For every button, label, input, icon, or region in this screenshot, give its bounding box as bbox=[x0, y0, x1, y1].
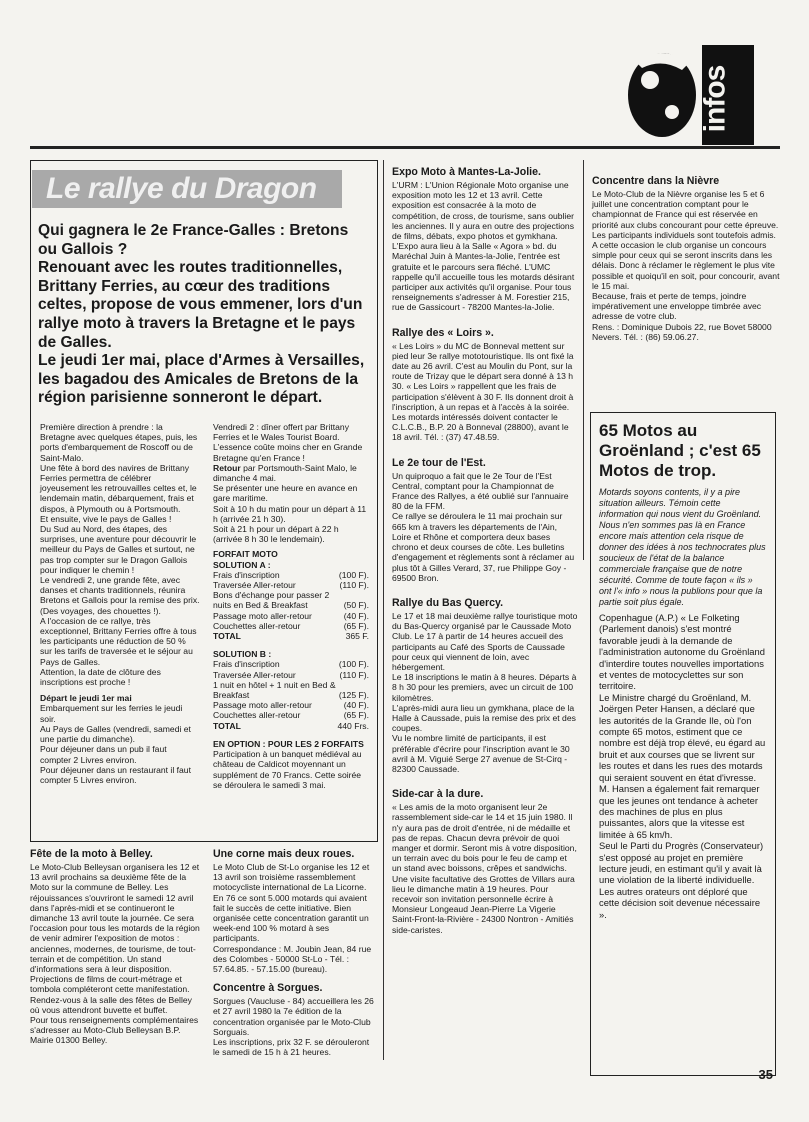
option-text: Participation à un banquet médiéval au château de Caldicot moyennant un supplément de 70 Francs. Cette soirée se déroulera le samedi 3 mai. bbox=[213, 749, 362, 790]
depart-paragraph bbox=[40, 693, 200, 724]
price-value: (50 F). bbox=[343, 600, 369, 611]
article-paragraph: Les inscriptions, prix 32 F. se dérouleront le samedi de 15 h à 21 heures. bbox=[213, 1037, 370, 1058]
dragon-question: Qui gagnera le 2e France-Galles : Bretons ou Gallois ? bbox=[38, 222, 349, 258]
article-paragraph: A cette occasion le club organise un concours simple pour ceux qui se seront inscrits dans les délais. Donc à réclamer le règlement le plus vite possible et quoiqu'il en soit, pour concourir, avant le 15 mai. bbox=[592, 240, 780, 291]
solution-a-table bbox=[213, 570, 369, 641]
retour-label: Retour bbox=[213, 462, 241, 473]
top-rule bbox=[30, 146, 780, 149]
article-paragraph: L'URM : L'Union Régionale Moto organise une exposition moto les 12 et 13 avril. Cette exposition est consacrée à la moto de compétition, de cross, de tourisme, sans oublier les anciennes. Il y aura en outre des projections de films, débats, expo photos et gymkhana. L'Expo aura lieu à la Salle « Agora » bd. du Maréchal Juin à Mantes-la-Jolie, l'entrée est gratuite et le parcours sera fléché. L'UMC rappelle qu'il accueille tous les motards désirant participer aux activités qu'il organise. Pour tous renseignements s'adresser à M. Forestier 215, rue de Gassicourt - 78200 Mantes-la-Jolie. bbox=[392, 180, 575, 313]
article-paragraph: Le Moto-Club de la Nièvre organise les 5 et 6 juillet une concentration comptant pour le championnat de France qui est réservée en priorité aux clubs concourant pour cette épreuve. bbox=[592, 189, 779, 230]
page-number: 35 bbox=[758, 1067, 773, 1082]
total-value: 365 F. bbox=[345, 631, 369, 642]
price-value: (65 F). bbox=[343, 620, 369, 631]
dragon-paragraph: Première direction à prendre : la Bretagne avec quelques étapes, puis, les ports d'embarquement de Roscoff ou de Saint-Malo. bbox=[40, 422, 198, 463]
dragon-paragraph: Vendredi 2 : dîner offert par Brittany Ferries et le Wales Tourist Board. bbox=[213, 422, 349, 443]
price-value: (100 F). bbox=[338, 659, 369, 670]
price-row bbox=[213, 700, 369, 710]
groenland-intro: Motards soyons contents, il y a pire situation ailleurs. Témoin cette information qui nous vient du Groënland. Nous n'en sommes pas là en France encore mais attention cela risque de donner des idées à nos technocrates plus soucieux de l'état de la balance commerciale française que de notre sécurité. Comme de toute façon « ils » ont l'« info » nous la publions pour que la partie soit plus égale. bbox=[599, 487, 766, 607]
dragon-paragraph: Le vendredi 2, une grande fête, avec danses et chants traditionnels, réunira Bretons et Gallois pour la remise des prix. (Des voyages, des chouettes !). bbox=[40, 575, 200, 616]
article-paragraph: Le Moto Club de St-Lo organise les 12 et 13 avril son troisième rassemblement motocycliste international de La Licorne. En 76 ce sont 5.000 motards qui avaient fait le succès de cette initiative. Bien organisée cette concentration garantit un week-end 100 % motard à ses participants. bbox=[213, 862, 370, 944]
article-paragraph: Les participants individuels sont toutefois admis. bbox=[592, 229, 776, 240]
article-title: Le 2e tour de l'Est. bbox=[392, 456, 486, 469]
dragon-paragraph: L'essence coûte moins cher en Grande Bretagne qu'en France ! bbox=[213, 442, 363, 463]
article-title: Fête de la moto à Belley. bbox=[30, 848, 153, 860]
article-paragraph: Les motards intéressés doivent contacter le C.L.C.B., B.P. 20 à Bonneval (28800), avant le 18 avril. Tél. : (37) 47.48.59. bbox=[392, 412, 569, 443]
article-paragraph: Pour tous renseignements complémentaires s'adresser au Moto-Club Belleysan B.P. Mairie 01300 Belley. bbox=[30, 1015, 199, 1046]
article-paragraph: Ce rallye se déroulera le 11 mai prochain sur 665 km à travers les départements de l'Ain, Loire et Rhône et comportera deux bases chrono et deux courses de côte. Les bulletins d'engagement et règlements sont à réclamer au plus tôt à Gilles Verard, 37, rue Philippe Goy - 69500 Bron. bbox=[392, 511, 575, 583]
article-title: Rallye du Bas Quercy. bbox=[392, 596, 504, 609]
article-title: Side-car à la dure. bbox=[392, 788, 484, 801]
corne-article bbox=[213, 848, 375, 1057]
price-row bbox=[213, 670, 369, 680]
column-divider bbox=[583, 160, 584, 560]
solution-b-title: SOLUTION B : bbox=[213, 649, 272, 660]
article-paragraph: Le Moto-Club Belleysan organisera les 12 et 13 avril prochains sa deuxième fête de la Moto sur la commune de Belley. Les réjouissances s'ouvriront le samedi 12 avril dans l'après-midi et se continueront le dimanche 13 avril toute la journée. Ce sera l'occasion pour tous les motards de la région de venir admirer l'exposition de motos : anciennes, modernes, de tourisme, de tout-terrain et de compétition. Un stand d'informations sera à leur disposition. Projections de films de court-métrage et tombola compléteront cette manifestation. Rendez-vous à la salle des fêtes de Belley où vous attendront buvette et buffet. bbox=[30, 862, 200, 1015]
article-title: Concentre dans la Nièvre bbox=[592, 175, 720, 187]
dragon-paragraph: Et ensuite, vive le pays de Galles ! bbox=[40, 513, 172, 524]
total-row bbox=[213, 631, 369, 641]
dragon-column-1 bbox=[40, 422, 200, 785]
price-row bbox=[213, 621, 369, 631]
article-title: Une corne mais deux roues. bbox=[213, 848, 355, 860]
article-paragraph: Vu le nombre limité de participants, il est préférable d'écrire pour l'inscription avant le 30 avril à M. Viguié Serge 27 avenue de St-Cirq - 82300 Caussade. bbox=[392, 733, 570, 774]
groenland-title: 65 Motos au Groënland ; c'est 65 Motos de trop. bbox=[599, 421, 761, 480]
article-title: Concentre à Sorgues. bbox=[213, 982, 323, 995]
article-paragraph: Un quiproquo a fait que le 2e Tour de l'Est Central, comptant pour la Championnat de France des Rallyes, a été oublié sur l'annuaire 80 de la FFM. bbox=[392, 470, 569, 512]
article-paragraph: Le 17 et 18 mai deuxième rallye touristique moto du Bas-Quercy organisé par le Caussade Moto Club. Le 17 à partir de 14 heures accueil des participants au Café des Sports de Caussade pour ceux qui viennent de loin, avec hébergement. bbox=[392, 610, 578, 672]
price-row bbox=[213, 570, 369, 580]
option-title: EN OPTION : POUR LES 2 FORFAITS bbox=[213, 738, 364, 749]
article-paragraph: L'après-midi aura lieu un gymkhana, place de la Halle à Caussade, puis la remise des prix et des coupes. bbox=[392, 702, 576, 734]
price-value: (100 F). bbox=[338, 569, 369, 580]
total-value: 440 Frs. bbox=[337, 720, 369, 731]
article-paragraph: Sorgues (Vaucluse - 84) accueillera les 26 et 27 avril 1980 la 7e édition de la concentration organisée par le Moto-Club Sorguais. bbox=[213, 996, 374, 1037]
dragon-paragraph: Soit à 21 h pour un départ à 22 h (arrivée 8 h 30 le lendemain). bbox=[213, 524, 339, 545]
forfait-title: FORFAIT MOTO bbox=[213, 549, 278, 560]
price-row bbox=[213, 611, 369, 621]
solution-b-table bbox=[213, 659, 369, 730]
dragon-paragraph: Pour déjeuner dans un restaurant il faut compter 5 Livres environ. bbox=[40, 764, 191, 785]
article-paragraph: Because, frais et perte de temps, joindre impérativement une enveloppe timbrée avec adresse de votre club. bbox=[592, 291, 762, 322]
dragon-column-2 bbox=[213, 422, 369, 790]
price-label: Couchettes aller-retour bbox=[213, 620, 301, 631]
total-label: TOTAL bbox=[213, 631, 241, 642]
solution-a-title: SOLUTION A : bbox=[213, 559, 271, 570]
groenland-paragraph: M. Hansen a également fait remarquer que les jeunes ont tendance à acheter des machines de plus en plus puissantes, alors que la vitesse est limitée à 65 km/h. bbox=[599, 783, 760, 840]
article-paragraph: Rens. : Dominique Dubois 22, rue Bovet 58000 Nevers. Tél. : (86) 59.06.27. bbox=[592, 321, 772, 342]
price-value: (110 F). bbox=[339, 669, 369, 680]
dragon-lead-1: Renouant avec les routes traditionnelles, Brittany Ferries, au cœur des traditions celtes, propose de vous emmener, lors d'un rallye moto à travers la Bretagne et le pays de Galles. bbox=[38, 259, 363, 351]
price-value: (40 F). bbox=[343, 700, 369, 711]
article-paragraph: « Les Loirs » du MC de Bonneval mettent sur pied leur 3e rallye mototouristique. Ils ont fixé la date au 26 avril. C'est au Moulin du Pont, sur la route de Trizay que le départ sera donné à 13 h 30. « Les Loirs » rappellent que les frais de participation s'élèvent à 30 F. Ils donnent droit à l'inscription, à un repas et à l'accès à la soirée. bbox=[392, 340, 574, 412]
price-row bbox=[213, 590, 369, 610]
dragon-paragraph: A l'occasion de ce rallye, très exceptionnel, Brittany Ferries offre à tous les participants une réduction de 50 % sur les tarifs de traversée et le séjour au Pays de Galles. bbox=[40, 615, 197, 667]
price-label: Traversée Aller-retour bbox=[213, 669, 296, 680]
price-row bbox=[213, 680, 369, 700]
price-label: Frais d'inscription bbox=[213, 569, 280, 580]
price-label: Frais d'inscription bbox=[213, 659, 280, 670]
nievre-article bbox=[592, 175, 780, 342]
total-row bbox=[213, 721, 369, 731]
price-value: (40 F). bbox=[343, 610, 369, 621]
dragon-paragraph: Au Pays de Galles (vendredi, samedi et une partie du dimanche). bbox=[40, 723, 191, 745]
dragon-lead-2: Le jeudi 1er mai, place d'Armes à Versailles, les bagadou des Amicales de Bretons de la région parisienne sonneront le départ. bbox=[38, 352, 365, 407]
article-title: Rallye des « Loirs ». bbox=[392, 326, 494, 339]
dragon-paragraph: Une fête à bord des navires de Brittany Ferries permettra de célébrer joyeusement les retrouvailles celtes et, le lendemain matin, débarquement, frais et dispos, à Plymouth ou à Portsmouth. bbox=[40, 462, 197, 514]
depart-text: Embarquement sur les ferries le jeudi soir. bbox=[40, 703, 183, 724]
price-value: (125 F). bbox=[338, 690, 369, 701]
price-row bbox=[213, 659, 369, 669]
price-row bbox=[213, 710, 369, 720]
price-label: Passage moto aller-retour bbox=[213, 700, 312, 711]
groenland-paragraph: Le Ministre chargé du Groënland, M. Joërgen Peter Hansen, a déclaré que les autorités de la Grande Ile, où l'on compte 65 motos, estiment que ce nombre est déjà trop élevé, eu égard au bruit et aux courses que se livrent sur les routes et dans les rues des motards qui seraient souvent en état d'ivresse. bbox=[599, 691, 766, 783]
price-value: (110 F). bbox=[339, 580, 369, 591]
price-label: Traversée Aller-retour bbox=[213, 580, 296, 591]
retour-paragraph bbox=[213, 463, 369, 483]
price-label: Passage moto aller-retour bbox=[213, 610, 312, 621]
total-label: TOTAL bbox=[213, 720, 241, 731]
article-paragraph: « Les amis de la moto organisent leur 2e rassemblement side-car le 14 et 15 juin 1980. Il n'y aura pas de droit d'entrée, ni de médaille et pas de repas. Chacun devra prévoir de quoi manger et dormir. Seront mis à votre disposition, un terrain avec du bois pour le feu de camp et un stand avec boissons, crêpes et sandwichs. Une visite facultative des Grottes de Villars aura lieu le dimanche matin à 19 heures. Pour recevoir son invitation personnelle écrire à Monsieur Longeaud Jean-Pierre La Vigerie Saint-Front-la-Rivière - 24300 Nontron - Amitiés side-caristes. bbox=[392, 802, 577, 935]
price-label: Couchettes aller-retour bbox=[213, 710, 301, 721]
dragon-paragraph: Se présenter une heure en avance en gare maritime. bbox=[213, 483, 358, 504]
dragon-banner-title: Le rallye du Dragon bbox=[46, 172, 317, 205]
article-paragraph: Le 18 inscriptions le matin à 8 heures. Départs à 8 h 30 pour les premiers, avec un circuit de 100 kilomètres. bbox=[392, 672, 577, 703]
belley-article bbox=[30, 848, 200, 1046]
dragon-paragraph: Pour déjeuner dans un pub il faut compter 2 Livres environ. bbox=[40, 744, 167, 765]
dragon-paragraph: Soit à 10 h du matin pour un départ à 11 h (arrivée 21 h 30). bbox=[213, 503, 367, 524]
price-row bbox=[213, 580, 369, 590]
groenland-paragraph: Copenhague (A.P.) « Le Folketing (Parlement danois) s'est montré favorable jeudi à la demande de l'administration autonome du Groënland d'interdire toutes nouvelles importations et ventes de motocyclettes sur son territoire. bbox=[599, 612, 765, 692]
price-value: (65 F). bbox=[343, 710, 369, 721]
article-paragraph: Correspondance : M. Joubin Jean, 84 rue des Colombes - 50000 St-Lo - Tél. : 57.64.85. - 57.15.00 (bureau). bbox=[213, 943, 372, 975]
retour-text: par Portsmouth-Saint Malo, le dimanche 4 mai. bbox=[213, 462, 357, 484]
middle-column bbox=[392, 166, 578, 935]
dragon-banner bbox=[32, 170, 342, 208]
dragon-paragraph: Attention, la date de clôture des inscriptions est proche ! bbox=[40, 666, 161, 688]
dragon-intro bbox=[38, 222, 368, 408]
groenland-box bbox=[590, 412, 776, 1076]
groenland-paragraph: Seul le Parti du Progrès (Conservateur) s'est opposé au projet en première lecture jeudi, en estimant qu'il y avait là une violation de la liberté individuelle. Les autres orateurs ont déploré que cette décision soit devenue nécessaire ». bbox=[599, 840, 764, 920]
article-title: Expo Moto à Mantes-La-Jolie. bbox=[392, 166, 541, 178]
depart-label: Départ le jeudi 1er mai bbox=[40, 693, 132, 704]
infos-logo bbox=[612, 40, 762, 150]
price-label: Bons d'échange pour passer 2 nuits en Bed & Breakfast bbox=[213, 590, 330, 611]
price-label: 1 nuit en hôtel + 1 nuit en Bed & Breakfast bbox=[213, 679, 336, 701]
column-divider bbox=[383, 160, 384, 1060]
dragon-paragraph: Du Sud au Nord, des étapes, des surprises, une aventure pour découvrir le meilleur du Pays de Galles et surtout, ne pas trop compter sur le Dragon Gallois pour indiquer le chemin ! bbox=[40, 524, 197, 575]
logo-text: infos bbox=[698, 65, 732, 133]
